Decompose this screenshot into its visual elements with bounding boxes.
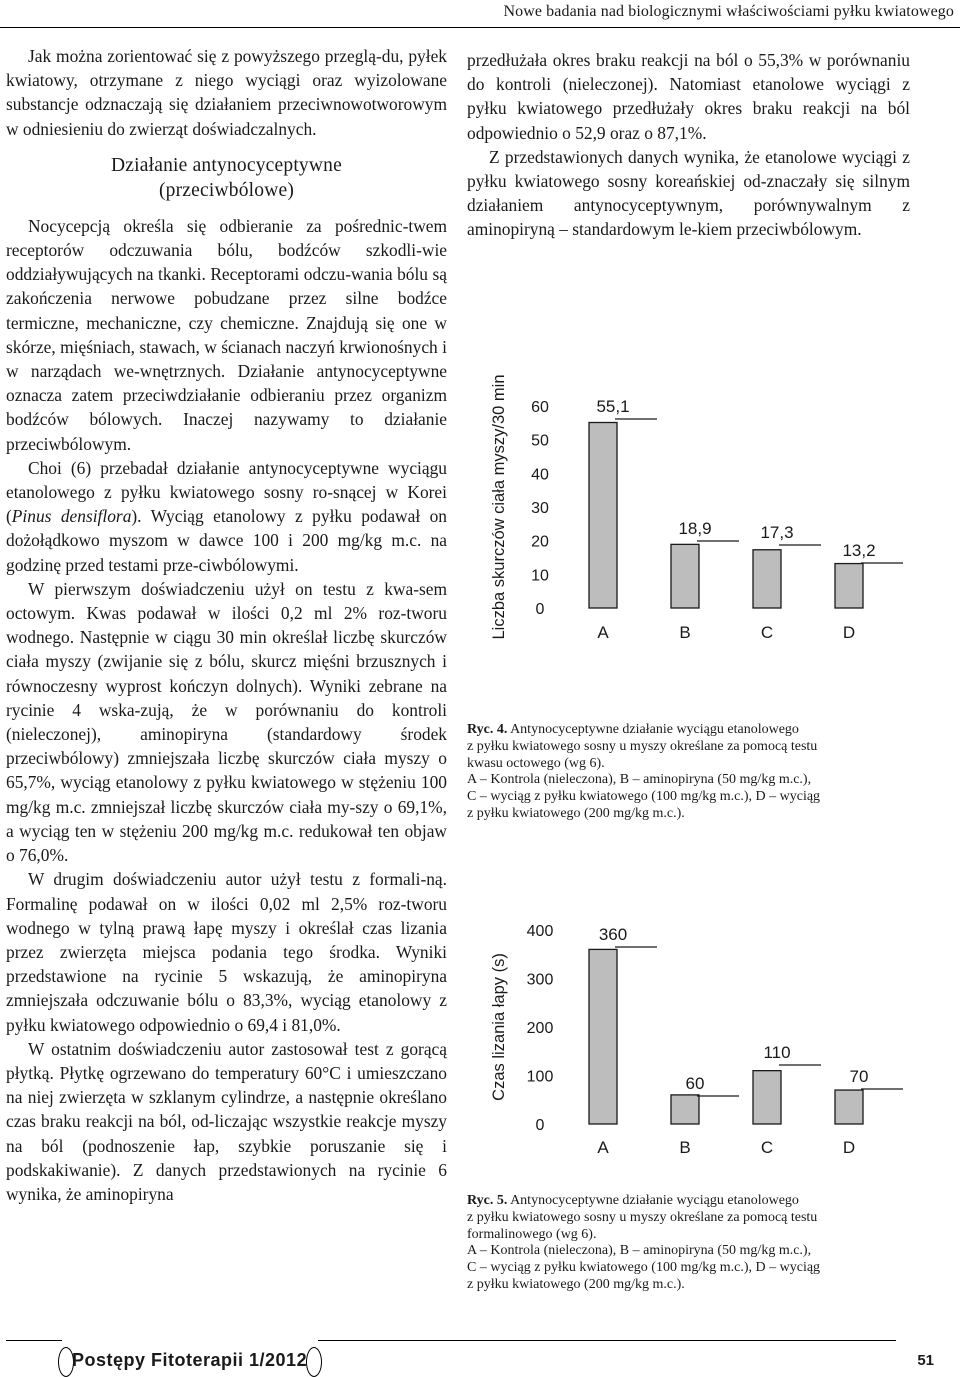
figure5-category-label-C: C: [760, 1138, 774, 1157]
footer-bracket-right: [306, 1347, 322, 1377]
figure4-value-label-B: 18,9: [678, 519, 712, 538]
figure4-category-label-B: B: [679, 623, 691, 642]
figure5-y-tick-label: 0: [535, 1117, 545, 1134]
section-heading-line1: Działanie antynocyceptywne: [111, 154, 342, 176]
figure4-caption: [467, 722, 912, 823]
figure4-category-label-A: A: [597, 623, 609, 642]
paragraph-conclusion: Z przedstawionych danych wynika, że etanolowe wyciągi z pyłku kwiatowego sosny koreańskiej od-znaczały się silnym działaniem antynocyceptywnym, porównywalnym z aminopiryną – standardowym le-kiem przeciwbólowym.: [467, 146, 910, 240]
paragraph-nocycepcja: Nocycepcją określa się odbieranie za pośrednic-twem receptorów odczuwania bólu, bodźców szkodli-wie oddziaływujących na tkanki. Receptorami odczu-wania bólu są zakończenia nerwowe pobudzane przez silne bodźce termiczne, mechaniczne, czy chemiczne. Znajdują się one w skórze, mięśniach, stawach, w ścianach naczyń krwionośnych i w narządach we-wnętrznych. Działanie antynocyceptywne oznacza zatem przeciwdziałanie odbieraniu przez organizm bodźców bólowych. Inaczej nazywamy to działanie przeciwbólowym.: [6, 215, 447, 454]
left-column: [6, 44, 447, 1206]
figure5-y-tick-label: 300: [526, 971, 554, 989]
figure4-caption-line6: z pyłku kwiatowego (200 mg/kg m.c.).: [467, 805, 685, 821]
page-number: 51: [917, 1352, 934, 1369]
section-heading-line2: (przeciwbólowe): [158, 179, 295, 201]
figure4-y-axis-title: Liczba skurczów ciała myszy/30 min: [490, 374, 508, 640]
figure5-y-tick-label: 100: [526, 1068, 554, 1086]
figure5-caption-line3: formalinowego (wg 6).: [467, 1226, 597, 1242]
figure4-bar-B: [671, 544, 699, 608]
figure5-caption-line5: C – wyciąg z pyłku kwiatowego (100 mg/kg m.c.), D – wyciąg: [467, 1260, 821, 1276]
figure5-bar-A: [589, 949, 617, 1124]
figure4-value-label-C: 17,3: [760, 523, 794, 542]
paragraph-first-experiment: W pierwszym doświadczeniu użył on testu z kwa-sem octowym. Kwas podawał w ilości 0,2 ml 2% roz-tworu wodnego. Następnie w ciągu 30 min określał liczbę skurczów ciała myszy (zwijanie się z bólu, skurcz mięśni brzusznych i równoczesny wyprost kończyn dolnych). Wyniki zebrane na rycinie 4 wska-zują, że w porównaniu do kontroli (nieleczonej), aminopiryna (standardowy środek przeciwbólowy) zmniejszała liczbę skurczów ciała myszy o 65,7%, wyciąg etanolowy z pyłku kwiatowego w stężeniu 100 mg/kg m.c. zmniejszał liczbę skurczów ciała my-szy o 69,1%, a wyciąg ten w stężeniu 200 mg/kg m.c. redukował ten objaw o 76,0%.: [6, 578, 447, 866]
figure4-y-tick-label: 30: [531, 500, 549, 517]
figure4-y-tick-label: 60: [531, 399, 549, 416]
figure5-y-tick-label: 200: [526, 1020, 554, 1037]
footer-rule-left: [6, 1340, 62, 1341]
paragraph-continuation: przedłużała okres braku reakcji na ból o 55,3% w porównaniu do kontroli (nieleczonej). Natomiast etanolowe wyciągi z pyłku kwiatowego przedłużały okres braku reakcji na ból odpowiednio o 52,9 oraz o 87,1%.: [467, 50, 910, 143]
paragraph-intro: Jak można zorientować się z powyższego przeglą-du, pyłek kwiatowy, otrzymane z niego wyciągi oraz wyizolowane substancje odznaczają się działaniem przeciwnowotworowym w odniesieniu do zwierząt doświadczalnych.: [6, 46, 447, 139]
figure4-y-tick-label: 0: [535, 601, 545, 618]
figure5-caption-line2: z pyłku kwiatowego sosny u myszy określane za pomocą testu: [467, 1209, 818, 1225]
running-header: Nowe badania nad biologicznymi właściwościami pyłku kwiatowego: [503, 3, 954, 20]
figure5-y-axis-title: Czas lizania łapy (s): [490, 953, 508, 1101]
figure5-category-label-D: D: [842, 1138, 856, 1157]
right-column: [467, 48, 910, 242]
figure4-y-tick-label: 10: [531, 567, 549, 585]
journal-name: Postępy Fitoterapii 1/2012: [72, 1350, 308, 1370]
figure4-y-tick-label: 20: [531, 533, 549, 551]
figure4-value-label-D: 13,2: [842, 541, 876, 560]
species-name: Pinus densiflora: [11, 506, 132, 527]
paragraph-third-experiment: W ostatnim doświadczeniu autor zastosował test z gorącą płytką. Płytkę ogrzewano do temperatury 60°C i umieszczano na niej zwierzęta w szklanym cylindrze, a następnie określano czas braku reakcji na ból, od-liczając wszystkie reakcje myszy na ból (podnoszenie łap, szybkie poruszanie się i podskakiwanie). Z danych przedstawionych na rycinie 6 wynika, że aminopiryna: [6, 1038, 447, 1204]
figure5-category-label-B: B: [679, 1138, 691, 1157]
figure4-value-label-A: 55,1: [596, 397, 630, 416]
figure5-chart: [470, 900, 890, 1170]
figure5-caption: [467, 1193, 912, 1294]
figure4-category-label-C: C: [760, 623, 774, 642]
figure4-label: Ryc. 4.: [467, 722, 508, 737]
choi-text-before: Choi (6) przebadał działanie antynocyceptywne wyciągu etanolowego z pyłku kwiatowego sosny ro-snącej w Korei (: [6, 457, 447, 527]
figure5-y-tick-label: 400: [526, 923, 554, 940]
choi-text-after: ). Wyciąg etanolowy z pyłku podawał on dożołądkowo myszom w dawce 100 i 200 mg/kg m.c. na godzinę przed testami prze-ciwbólowymi.: [6, 506, 447, 575]
figure4-y-tick-label: 40: [531, 466, 549, 484]
figure4-caption-line4: A – Kontrola (nieleczona), B – aminopiryna (50 mg/kg m.c.),: [467, 772, 812, 788]
figure4-caption-line3: kwasu octowego (wg 6).: [467, 755, 605, 771]
figure5-caption-line4: A – Kontrola (nieleczona), B – aminopiryna (50 mg/kg m.c.),: [467, 1243, 812, 1259]
figure5-caption-line1: Antynocyceptywne działanie wyciągu etanolowego: [507, 1193, 799, 1208]
figure5-bar-D: [835, 1090, 863, 1124]
figure4-y-tick-label: 50: [531, 432, 549, 450]
figure5-bar-B: [671, 1095, 699, 1124]
section-heading: [6, 153, 447, 203]
figure4-bar-C: [753, 550, 781, 608]
footer-rule-right: [318, 1340, 896, 1341]
figure4-caption-line2: z pyłku kwiatowego sosny u myszy określane za pomocą testu: [467, 738, 818, 754]
figure5-label: Ryc. 5.: [467, 1193, 508, 1208]
header-rule: [0, 27, 960, 28]
figure5-value-label-C: 110: [763, 1043, 791, 1062]
figure5-bar-C: [753, 1071, 781, 1124]
figure5-value-label-D: 70: [849, 1067, 869, 1086]
figure5-caption-line6: z pyłku kwiatowego (200 mg/kg m.c.).: [467, 1276, 685, 1292]
figure4-caption-line1: Antynocyceptywne działanie wyciągu etanolowego: [507, 722, 799, 737]
paragraph-second-experiment: W drugim doświadczeniu autor użył testu z formali-ną. Formalinę podawał on w ilości 0,02 ml 2,5% roz-tworu wodnego w tylną prawą łapę myszy i określał czas lizania przez zwierzęta miejsca podania tego środka. Wyniki przedstawione na rycinie 5 wskazują, że aminopiryna zmniejszała odczuwanie bólu o 83,3%, wyciąg etanolowy z pyłku kwiatowego odpowiednio o 69,4 i 81,0%.: [6, 869, 447, 1035]
figure5-value-label-A: 360: [598, 925, 628, 944]
figure4-bar-A: [589, 422, 617, 608]
figure4-bar-D: [835, 564, 863, 608]
figure5-value-label-B: 60: [685, 1074, 705, 1093]
paragraph-choi: [6, 456, 447, 577]
figure4-caption-line5: C – wyciąg z pyłku kwiatowego (100 mg/kg m.c.), D – wyciąg: [467, 789, 821, 805]
figure4-category-label-D: D: [842, 623, 856, 642]
figure5-category-label-A: A: [597, 1138, 609, 1157]
figure4-chart: [470, 360, 890, 690]
